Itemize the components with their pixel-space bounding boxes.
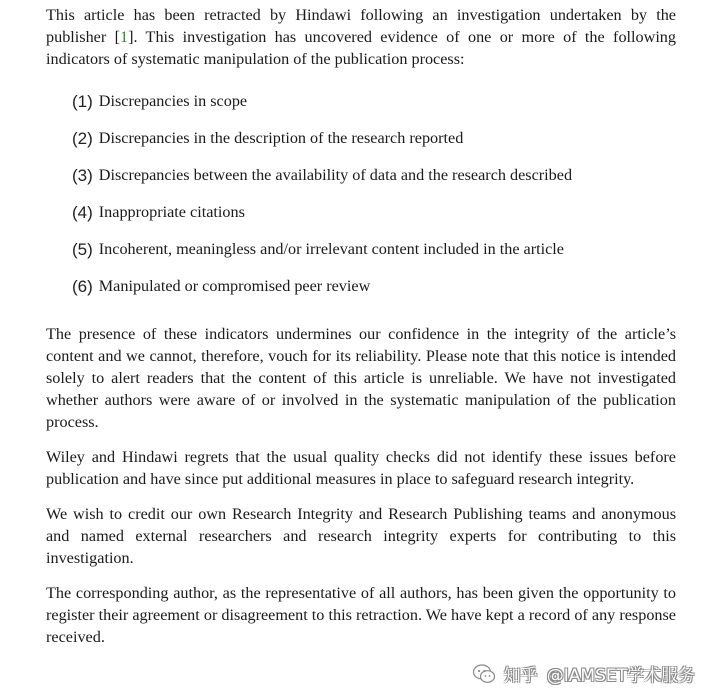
list-item-text: Discrepancies in the description of the research reported [98,129,464,147]
watermark-handle: @IAMSET学术服务 [546,666,695,686]
list-item [46,231,676,268]
list-item [46,157,676,194]
list-item-number: (6) [72,277,93,296]
list-item-text: Discrepancies between the availability of data and the research described [98,166,573,184]
list-item [46,194,676,231]
citation-link[interactable]: 1 [119,28,129,46]
list-item-text: Inappropriate citations [98,203,245,221]
list-item-text: Manipulated or compromised peer review [98,277,371,295]
presence-paragraph: The presence of these indicators undermines our confidence in the integrity of the article’s content and we cannot, therefore, vouch for its reliability. Please note that this notice is intended solely to alert readers that the content of this article is unreliable. We have not investigated whether authors were aware of or involved in the systematic manipulation of the publication process. [46,325,676,431]
credit-paragraph: We wish to credit our own Research Integrity and Research Publishing teams and anonymous and named external researchers and research integrity experts for contributing to this investigation. [46,505,676,567]
intro-text-before-cite: This article has been retracted by Hindawi following an investigation undertaken by the publisher [ [46,6,676,46]
list-item-text: Discrepancies in scope [98,92,248,110]
list-item-number: (2) [72,129,93,148]
list-item-number: (1) [72,92,93,111]
list-item-number: (4) [72,203,93,222]
regrets-paragraph: Wiley and Hindawi regrets that the usual quality checks did not identify these issues before publication and have since put additional measures in place to safeguard research integrity. [46,448,676,488]
corresponding-author-paragraph: The corresponding author, as the representative of all authors, has been given the opportunity to register their agreement or disagreement to this retraction. We have kept a record of any response received. [46,584,676,646]
wechat-icon [472,663,496,685]
list-item-text: Incoherent, meaningless and/or irrelevant content included in the article [98,240,564,258]
watermark-platform: 知乎 [503,666,538,686]
list-item-number: (3) [72,166,93,185]
list-item [46,83,676,120]
list-item [46,120,676,157]
retraction-notice [46,4,676,648]
intro-paragraph [46,4,676,70]
indicators-list [46,83,676,305]
list-item [46,268,676,305]
watermark [472,661,695,686]
list-item-number: (5) [72,240,93,259]
intro-text-after-cite: ]. This investigation has uncovered evidence of one or more of the following indicators of systematic manipulation of the publication process: [46,28,676,68]
